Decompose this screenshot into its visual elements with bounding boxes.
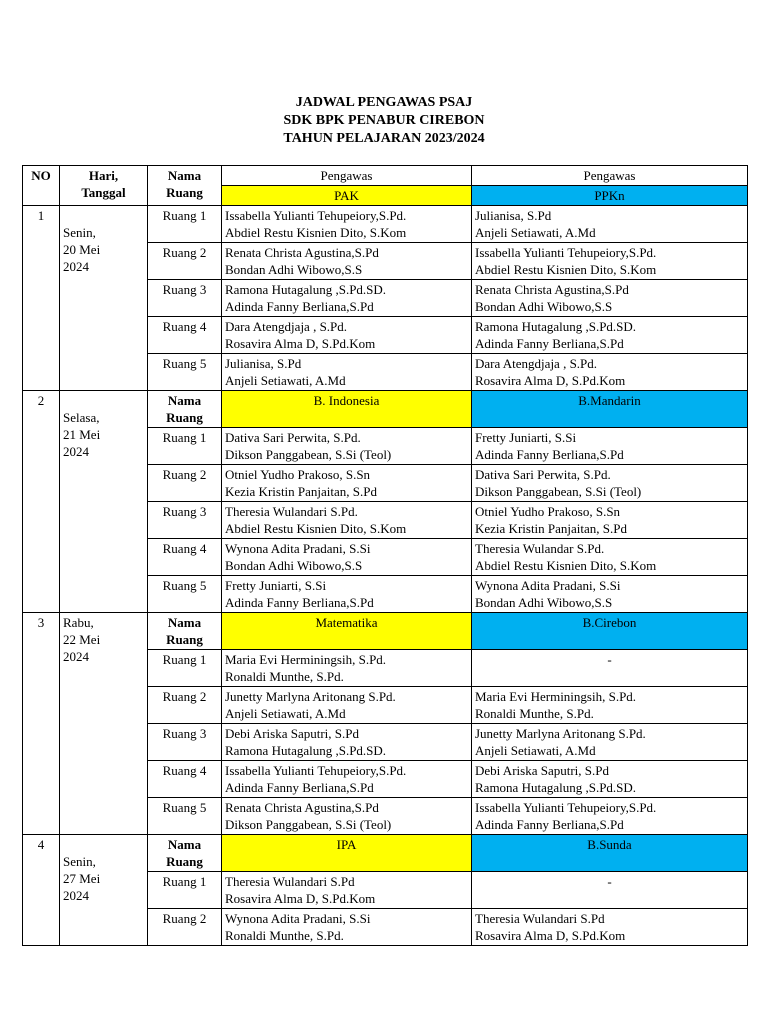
day-date-line: 20 Mei xyxy=(63,242,101,257)
room-name: Ruang 3 xyxy=(148,502,222,539)
supervisor-name: Adinda Fanny Berliana,S.Pd xyxy=(475,447,624,462)
day-number: 2 xyxy=(23,391,60,613)
header-row xyxy=(23,166,748,186)
supervisor-name: Adinda Fanny Berliana,S.Pd xyxy=(475,817,624,832)
supervisor-name: Renata Christa Agustina,S.Pd xyxy=(225,800,379,815)
supervisor-name: Julianisa, S.Pd xyxy=(475,208,552,223)
day-number: 4 xyxy=(23,835,60,946)
supervisor-name: Rosavira Alma D, S.Pd.Kom xyxy=(225,891,376,906)
subject-a: Matematika xyxy=(222,613,472,650)
header-supervisor-a: Pengawas xyxy=(222,166,472,186)
supervisor-a-cell xyxy=(222,798,472,835)
supervisor-name: Julianisa, S.Pd xyxy=(225,356,302,371)
supervisor-name: Ronaldi Munthe, S.Pd. xyxy=(225,928,344,943)
supervisor-name: Theresia Wulandari S.Pd. xyxy=(225,504,358,519)
supervisor-name: Issabella Yulianti Tehupeiory,S.Pd. xyxy=(475,245,657,260)
day-date-line: Senin, xyxy=(63,225,96,240)
supervisor-a-cell xyxy=(222,909,472,946)
day-date xyxy=(60,391,148,613)
room-name: Ruang 4 xyxy=(148,761,222,798)
supervisor-name: Ramona Hutagalung ,S.Pd.SD. xyxy=(225,743,387,758)
supervisor-a-cell xyxy=(222,206,472,243)
day-date xyxy=(60,835,148,946)
room-name: Ruang 3 xyxy=(148,280,222,317)
header-day: Hari, Tanggal xyxy=(60,166,148,206)
supervisor-name: Abdiel Restu Kisnien Dito, S.Kom xyxy=(475,262,657,277)
supervisor-b-cell xyxy=(472,502,748,539)
supervisor-a-cell xyxy=(222,687,472,724)
subject-row xyxy=(23,835,748,872)
day-date-line: 2024 xyxy=(63,444,89,459)
supervisor-name: Wynona Adita Pradani, S.Si xyxy=(225,541,371,556)
schedule-body xyxy=(23,166,748,946)
supervisor-b-cell xyxy=(472,872,748,909)
supervisor-a-cell xyxy=(222,872,472,909)
supervisor-name: Otniel Yudho Prakoso, S.Sn xyxy=(475,504,621,519)
supervisor-b-cell xyxy=(472,761,748,798)
subject-a: IPA xyxy=(222,835,472,872)
header-room: Nama Ruang xyxy=(148,166,222,206)
supervisor-name: Junetty Marlyna Aritonang S.Pd. xyxy=(225,689,396,704)
supervisor-name: Bondan Adhi Wibowo,S.S xyxy=(225,558,363,573)
supervisor-name: Wynona Adita Pradani, S.Si xyxy=(475,578,621,593)
supervisor-name: Dikson Panggabean, S.Si (Teol) xyxy=(225,447,392,462)
supervisor-b-cell xyxy=(472,650,748,687)
day-date-line: 2024 xyxy=(63,259,89,274)
room-name: Ruang 3 xyxy=(148,724,222,761)
header-no: NO xyxy=(23,166,60,206)
subject-b: B.Cirebon xyxy=(472,613,748,650)
supervisor-b-cell xyxy=(472,354,748,391)
room-name: Ruang 2 xyxy=(148,465,222,502)
day-date xyxy=(60,613,148,835)
supervisor-name: Adinda Fanny Berliana,S.Pd xyxy=(225,595,374,610)
day-date-line: 27 Mei xyxy=(63,871,101,886)
supervisor-name: Anjeli Setiawati, A.Md xyxy=(225,373,346,388)
supervisor-name: Theresia Wulandar S.Pd. xyxy=(475,541,605,556)
supervisor-a-cell xyxy=(222,428,472,465)
supervisor-name: Adinda Fanny Berliana,S.Pd xyxy=(225,780,374,795)
supervisor-name: Fretty Juniarti, S.Si xyxy=(475,430,577,445)
room-header xyxy=(148,391,222,428)
supervisor-b-cell xyxy=(472,428,748,465)
day-date xyxy=(60,206,148,391)
supervisor-name: - xyxy=(607,874,612,889)
supervisor-name: Kezia Kristin Panjaitan, S.Pd xyxy=(225,484,378,499)
supervisor-b-cell xyxy=(472,798,748,835)
supervisor-name: Bondan Adhi Wibowo,S.S xyxy=(225,262,363,277)
supervisor-a-cell xyxy=(222,280,472,317)
subject-row xyxy=(23,391,748,428)
supervisor-b-cell xyxy=(472,539,748,576)
supervisor-name: Junetty Marlyna Aritonang S.Pd. xyxy=(475,726,646,741)
day-number: 3 xyxy=(23,613,60,835)
room-header-line: Nama xyxy=(167,837,202,852)
supervisor-name: Rosavira Alma D, S.Pd.Kom xyxy=(225,336,376,351)
room-name: Ruang 1 xyxy=(148,872,222,909)
room-name: Ruang 4 xyxy=(148,539,222,576)
supervisor-name: Debi Ariska Saputri, S.Pd xyxy=(475,763,609,778)
supervisor-name: Kezia Kristin Panjaitan, S.Pd xyxy=(475,521,628,536)
day-date-line: 21 Mei xyxy=(63,427,101,442)
day-date-line: Selasa, xyxy=(63,410,100,425)
supervisor-a-cell xyxy=(222,539,472,576)
supervisor-name: Maria Evi Herminingsih, S.Pd. xyxy=(475,689,637,704)
day-date-line: 22 Mei xyxy=(63,632,101,647)
supervisor-name: Abdiel Restu Kisnien Dito, S.Kom xyxy=(225,225,407,240)
supervisor-a-cell xyxy=(222,576,472,613)
supervisor-name: Ramona Hutagalung ,S.Pd.SD. xyxy=(475,319,637,334)
supervisor-name: - xyxy=(607,652,612,667)
supervisor-name: Renata Christa Agustina,S.Pd xyxy=(225,245,379,260)
document-title xyxy=(0,94,768,148)
supervisor-a-cell xyxy=(222,650,472,687)
supervisor-name: Debi Ariska Saputri, S.Pd xyxy=(225,726,359,741)
subject-a: B. Indonesia xyxy=(222,391,472,428)
schedule-table xyxy=(22,165,748,946)
supervisor-name: Adinda Fanny Berliana,S.Pd xyxy=(225,299,374,314)
supervisor-b-cell xyxy=(472,317,748,354)
supervisor-name: Dara Atengdjaja , S.Pd. xyxy=(225,319,348,334)
supervisor-b-cell xyxy=(472,576,748,613)
supervisor-name: Dikson Panggabean, S.Si (Teol) xyxy=(475,484,642,499)
subject-b: PPKn xyxy=(472,186,748,206)
room-name: Ruang 1 xyxy=(148,650,222,687)
supervisor-name: Wynona Adita Pradani, S.Si xyxy=(225,911,371,926)
subject-b: B.Sunda xyxy=(472,835,748,872)
supervisor-a-cell xyxy=(222,761,472,798)
supervisor-name: Issabella Yulianti Tehupeiory,S.Pd. xyxy=(475,800,657,815)
supervisor-name: Maria Evi Herminingsih, S.Pd. xyxy=(225,652,387,667)
room-name: Ruang 5 xyxy=(148,576,222,613)
supervisor-name: Rosavira Alma D, S.Pd.Kom xyxy=(475,928,626,943)
supervisor-a-cell xyxy=(222,502,472,539)
room-name: Ruang 1 xyxy=(148,428,222,465)
room-name: Ruang 2 xyxy=(148,687,222,724)
title-line-3: TAHUN PELAJARAN 2023/2024 xyxy=(283,131,485,146)
supervisor-b-cell xyxy=(472,243,748,280)
room-name: Ruang 1 xyxy=(148,206,222,243)
supervisor-name: Anjeli Setiawati, A.Md xyxy=(475,743,596,758)
supervisor-name: Otniel Yudho Prakoso, S.Sn xyxy=(225,467,371,482)
supervisor-name: Theresia Wulandari S.Pd xyxy=(225,874,355,889)
supervisor-name: Ronaldi Munthe, S.Pd. xyxy=(225,669,344,684)
supervisor-name: Dativa Sari Perwita, S.Pd. xyxy=(475,467,611,482)
room-row xyxy=(23,206,748,243)
room-header-line: Ruang xyxy=(166,854,203,869)
supervisor-a-cell xyxy=(222,317,472,354)
supervisor-a-cell xyxy=(222,724,472,761)
supervisor-name: Ramona Hutagalung ,S.Pd.SD. xyxy=(225,282,387,297)
supervisor-b-cell xyxy=(472,909,748,946)
room-name: Ruang 5 xyxy=(148,798,222,835)
supervisor-b-cell xyxy=(472,280,748,317)
day-date-line: 2024 xyxy=(63,888,89,903)
supervisor-name: Bondan Adhi Wibowo,S.S xyxy=(475,299,613,314)
room-header-line: Nama xyxy=(167,615,202,630)
supervisor-a-cell xyxy=(222,354,472,391)
supervisor-name: Bondan Adhi Wibowo,S.S xyxy=(475,595,613,610)
room-header-line: Nama xyxy=(167,393,202,408)
supervisor-name: Anjeli Setiawati, A.Md xyxy=(475,225,596,240)
supervisor-name: Ronaldi Munthe, S.Pd. xyxy=(475,706,594,721)
supervisor-name: Anjeli Setiawati, A.Md xyxy=(225,706,346,721)
day-date-line: Senin, xyxy=(63,854,96,869)
header-supervisor-b: Pengawas xyxy=(472,166,748,186)
room-header xyxy=(148,613,222,650)
room-header-line: Ruang xyxy=(166,410,203,425)
day-date-line: 2024 xyxy=(63,649,89,664)
day-date-line: Rabu, xyxy=(63,615,94,630)
supervisor-b-cell xyxy=(472,724,748,761)
subject-row xyxy=(23,613,748,650)
supervisor-b-cell xyxy=(472,465,748,502)
supervisor-name: Renata Christa Agustina,S.Pd xyxy=(475,282,629,297)
supervisor-name: Rosavira Alma D, S.Pd.Kom xyxy=(475,373,626,388)
supervisor-name: Dara Atengdjaja , S.Pd. xyxy=(475,356,598,371)
supervisor-b-cell xyxy=(472,206,748,243)
supervisor-name: Abdiel Restu Kisnien Dito, S.Kom xyxy=(475,558,657,573)
room-name: Ruang 4 xyxy=(148,317,222,354)
supervisor-name: Theresia Wulandari S.Pd xyxy=(475,911,605,926)
room-header-line: Ruang xyxy=(166,632,203,647)
room-header xyxy=(148,835,222,872)
subject-b: B.Mandarin xyxy=(472,391,748,428)
room-name: Ruang 5 xyxy=(148,354,222,391)
room-name: Ruang 2 xyxy=(148,909,222,946)
day-number: 1 xyxy=(23,206,60,391)
supervisor-name: Adinda Fanny Berliana,S.Pd xyxy=(475,336,624,351)
supervisor-a-cell xyxy=(222,243,472,280)
supervisor-name: Issabella Yulianti Tehupeiory,S.Pd. xyxy=(225,208,407,223)
supervisor-name: Issabella Yulianti Tehupeiory,S.Pd. xyxy=(225,763,407,778)
supervisor-name: Dativa Sari Perwita, S.Pd. xyxy=(225,430,361,445)
supervisor-name: Dikson Panggabean, S.Si (Teol) xyxy=(225,817,392,832)
title-line-2: SDK BPK PENABUR CIREBON xyxy=(283,113,485,128)
supervisor-a-cell xyxy=(222,465,472,502)
supervisor-name: Ramona Hutagalung ,S.Pd.SD. xyxy=(475,780,637,795)
supervisor-b-cell xyxy=(472,687,748,724)
supervisor-name: Fretty Juniarti, S.Si xyxy=(225,578,327,593)
room-name: Ruang 2 xyxy=(148,243,222,280)
title-line-1: JADWAL PENGAWAS PSAJ xyxy=(295,95,473,110)
subject-a: PAK xyxy=(222,186,472,206)
supervisor-name: Abdiel Restu Kisnien Dito, S.Kom xyxy=(225,521,407,536)
